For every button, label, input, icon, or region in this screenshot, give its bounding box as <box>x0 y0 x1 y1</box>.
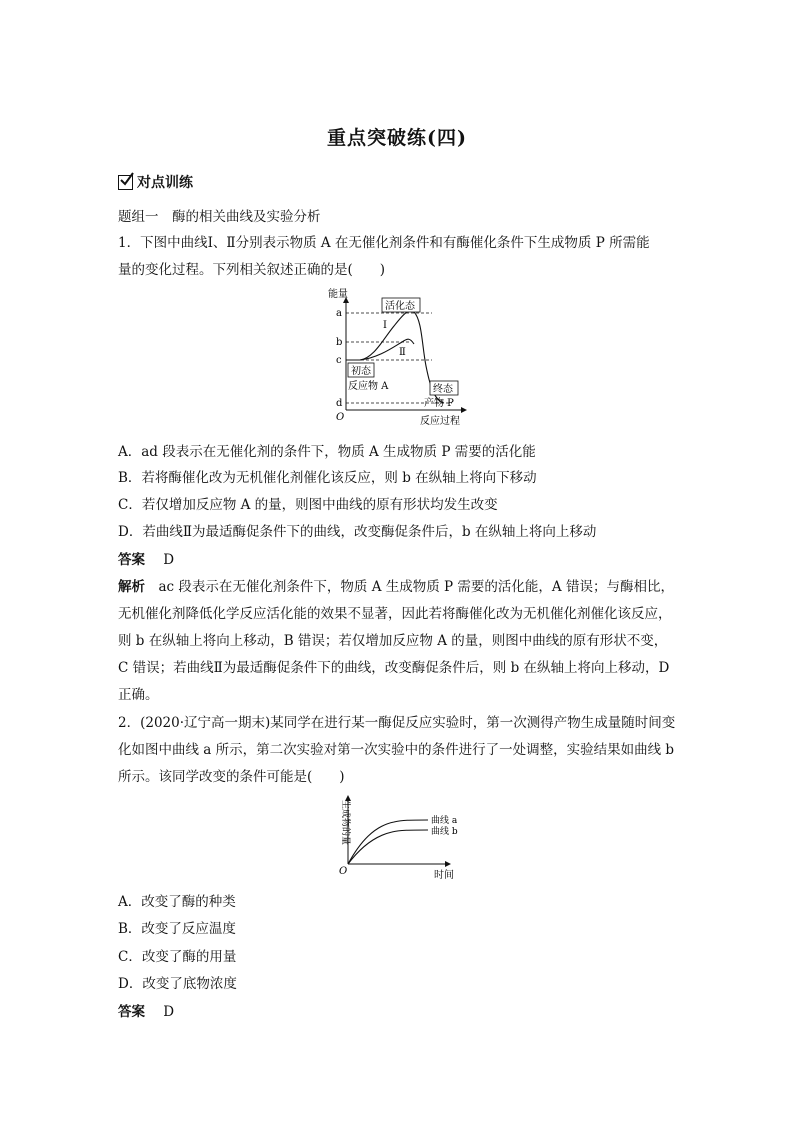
answer-value: D <box>163 552 175 568</box>
curve-a-label: 曲线 a <box>431 816 458 826</box>
section-label: 对点训练 <box>137 175 193 191</box>
reactant-label: 反应物 A <box>348 381 389 392</box>
tick-c: c <box>336 355 342 366</box>
answer-label: 答案 <box>118 552 145 568</box>
x-axis-label: 时间 <box>434 870 454 881</box>
analysis-line2: 无机催化剂降低化学反应活化能的效果不显著，因此若将酶催化改为无机催化剂催化该反应， <box>118 606 672 622</box>
checkbox-icon <box>118 175 133 190</box>
analysis-line4: C 错误；若曲线Ⅱ为最适酶促条件下的曲线，改变酶促条件后，则 b 在纵轴上将向上移动，D <box>118 660 670 676</box>
q2-option-d: D．改变了底物浓度 <box>118 976 237 992</box>
tick-a: a <box>336 308 342 319</box>
q1-option-b: B．若将酶催化改为无机催化剂催化该反应，则 b 在纵轴上将向下移动 <box>118 470 537 486</box>
origin-label: O <box>339 866 348 877</box>
q2-option-b: B．改变了反应温度 <box>118 921 236 937</box>
box-active-state: 活化态 <box>385 301 415 312</box>
box-initial-state: 初态 <box>351 366 371 377</box>
tick-d: d <box>336 398 343 409</box>
answer-label: 答案 <box>118 1004 145 1020</box>
curve-a <box>348 820 428 864</box>
analysis-label: 解析 <box>118 579 145 595</box>
tick-b: b <box>336 337 343 348</box>
q2-option-c: C．改变了酶的用量 <box>118 949 237 965</box>
page-title: 重点突破练(四) <box>327 127 467 149</box>
q2-product-time-figure <box>330 792 476 882</box>
answer-value: D <box>163 1004 175 1020</box>
q1-stem-line2: 量的变化过程。下列相关叙述正确的是( ) <box>118 262 386 278</box>
origin-label: O <box>336 412 345 423</box>
box-final-state: 终态 <box>433 384 453 395</box>
q2-stem-line1: 2．(2020·辽宁高一期末)某同学在进行某一酶促反应实验时，第一次测得产物生成量随时间变 <box>118 715 676 731</box>
section-heading <box>118 172 193 192</box>
q1-option-d: D．若曲线Ⅱ为最适酶促条件下的曲线，改变酶促条件后，b 在纵轴上将向上移动 <box>118 524 597 540</box>
group-heading: 题组一 酶的相关曲线及实验分析 <box>118 209 321 225</box>
q1-option-c: C．若仅增加反应物 A 的量，则图中曲线的原有形状均发生改变 <box>118 497 498 513</box>
curve-2-label: Ⅱ <box>399 347 406 358</box>
analysis-line3: 则 b 在纵轴上将向上移动，B 错误；若仅增加反应物 A 的量，则图中曲线的原有形状不变， <box>118 633 668 649</box>
q2-answer <box>118 1000 174 1020</box>
q1-stem-line1: 1．下图中曲线Ⅰ、Ⅱ分别表示物质 A 在无催化剂条件和有酶催化条件下生成物质 P 所需能 <box>118 235 650 251</box>
q1-option-a: A．ad 段表示在无催化剂的条件下，物质 A 生成物质 P 需要的活化能 <box>118 444 536 460</box>
x-axis-label: 反应过程 <box>420 416 460 427</box>
q1-energy-figure <box>322 286 472 428</box>
q1-answer <box>118 548 174 568</box>
curve-b <box>348 830 428 864</box>
y-axis-label: 能量 <box>328 289 348 300</box>
curve-1-label: Ⅰ <box>383 320 387 331</box>
q2-stem-line3: 所示。该同学改变的条件可能是( ) <box>118 769 345 785</box>
q2-option-a: A．改变了酶的种类 <box>118 894 236 910</box>
product-label: 产物 P <box>424 398 454 409</box>
analysis-line1: 解析 ac 段表示在无催化剂条件下，物质 A 生成物质 P 需要的活化能，A 错误；与酶相比， <box>118 579 674 595</box>
curve-b-label: 曲线 b <box>431 827 458 837</box>
y-axis-label: 生成物的量 <box>340 800 350 846</box>
q2-stem-line2: 化如图中曲线 a 所示，第二次实验对第一次实验中的条件进行了一处调整，实验结果如曲线 b <box>118 742 675 758</box>
analysis-line5: 正确。 <box>118 687 159 703</box>
